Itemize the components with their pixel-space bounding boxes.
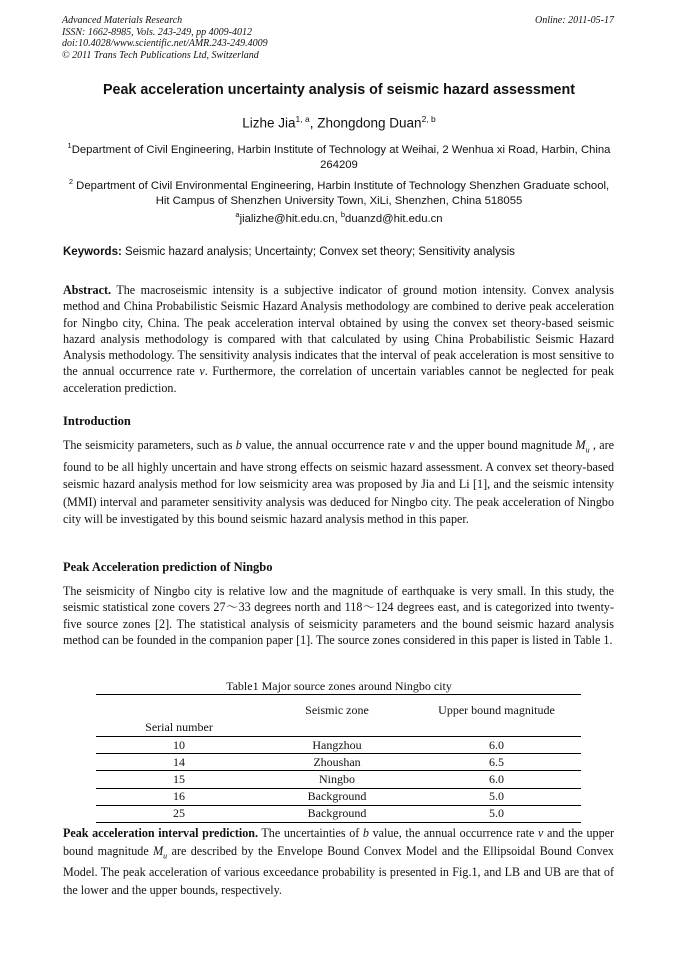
table-header-cell: Seismic zone: [262, 695, 412, 737]
copyright-line: © 2011 Trans Tech Publications Ltd, Switzerland: [62, 49, 259, 61]
table-row: [96, 754, 581, 771]
table-cell: Ningbo: [262, 771, 412, 788]
paper-title: Peak acceleration uncertainty analysis of seismic hazard assessment: [102, 82, 576, 98]
keywords: [63, 246, 623, 258]
journal-header: [62, 15, 268, 61]
section-heading: Peak Acceleration prediction of Ningbo: [63, 560, 273, 574]
table-cell: 5.0: [412, 788, 581, 805]
source-zones-table: [96, 694, 581, 823]
table-cell: 25: [96, 805, 262, 822]
symbol-v: v: [199, 364, 205, 379]
abstract-text: The macroseismic intensity is a subjective indicator of ground motion intensity. Convex analysis method and China Probabilistic Seismic Hazard Analysis methodology are combined to derive peak acceleration for Ningbo city, China. The peak acceleration interval obtained by using the convex set theory-based seismic hazard analysis methodology is compared with that calculated by using China Probabilistic Seismic Hazard Analysis methodology. The sensitivity analysis indicates that the interval of peak acceleration is most sensitive to the annual occurrence rate: [63, 283, 614, 379]
prediction-paragraph: [63, 825, 614, 899]
table-row: [96, 805, 581, 822]
symbol-b: b: [362, 826, 369, 840]
table-cell: 10: [96, 737, 262, 754]
table-cell: 6.0: [412, 737, 581, 754]
email-link[interactable]: jializhe@hit.edu.cn: [239, 212, 335, 225]
intro-text: The seismicity parameters, such as: [63, 438, 236, 452]
prediction-text: are described by the Envelope Bound Convex Model and the Ellipsoidal Bound Convex Model. The peak acceleration of various exceedance probability is presented in Fig.1, and LB and UB are that of the lower and the upper bounds, respectively.: [63, 843, 614, 897]
abstract-text: . Furthermore, the correlation of uncertain variables cannot be neglected for peak acceleration prediction.: [63, 364, 615, 395]
table-header-cell: Serial number: [96, 695, 262, 737]
online-date: Online: 2011-05-17: [535, 15, 614, 26]
affiliation-text: Department of Civil Engineering, Harbin Institute of Technology at Weihai, 2 Wenhua xi Road, Harbin, China 264209: [71, 143, 611, 171]
introduction-heading: Introduction: [63, 414, 131, 428]
table-cell: 15: [96, 771, 262, 788]
author-superscript: 2, b: [421, 114, 436, 124]
email-link[interactable]: duanzd@hit.edu.cn: [345, 212, 443, 225]
affiliation-superscript: 1: [67, 141, 72, 150]
table-caption: Table1 Major source zones around Ningbo city: [226, 679, 452, 693]
intro-text: and the upper bound magnitude: [414, 438, 576, 452]
prediction-text: The uncertainties of: [258, 826, 363, 840]
introduction-paragraph: [63, 437, 614, 529]
symbol-m-subscript: u: [163, 850, 168, 860]
prediction-label: Peak acceleration interval prediction.: [63, 826, 259, 840]
intro-text: value, the annual occurrence rate: [241, 438, 410, 452]
author-emails: [0, 210, 678, 225]
table-cell: Hangzhou: [262, 737, 412, 754]
section-paragraph: The seismicity of Ningbo city is relative low and the magnitude of earthquake is very small. In this study, the seismic statistical zone covers 27～33 degrees north and 118～124 degrees east, and is categorized into twenty-five source zones [2]. The statistical analysis of seismicity parameters and the bound seismic hazard analysis method can be founded in the companion paper [1]. The source zones considered in this paper is listed in Table 1.: [63, 584, 614, 647]
table-cell: Background: [262, 805, 412, 822]
email-superscript: b: [340, 210, 346, 219]
table-cell: 6.5: [412, 754, 581, 771]
symbol-m-subscript: u: [585, 445, 590, 455]
keywords-text: Seismic hazard analysis; Uncertainty; Convex set theory; Sensitivity analysis: [121, 246, 515, 258]
affiliation-superscript: 2: [68, 177, 74, 186]
symbol-b: b: [235, 438, 242, 452]
table-row: [96, 771, 581, 788]
affiliation-text: Department of Civil Environmental Engineering, Harbin Institute of Technology Shenzhen Graduate school, Hit Campus of Shenzhen University Town, XiLi, Shenzhen, China 518055: [73, 179, 610, 207]
table-row: [96, 737, 581, 754]
author-name: Lizhe Jia: [242, 115, 296, 131]
author-separator: ,: [309, 115, 318, 131]
affiliation-1: [66, 138, 612, 173]
author-name: Zhongdong Duan: [317, 115, 422, 131]
issn-line: ISSN: 1662-8985, Vols. 243-249, pp 4009-4012: [62, 26, 252, 38]
intro-text: , are found to be all highly uncertain and have strong effects on seismic hazard assessment. A convex set theory-based seismic hazard analysis method for low seismicity area was proposed by Jia and Li [1], and the seismic intensity (MMI) interval and parameter sensitivity analysis was deduced for Ningbo city. The peak acceleration of Ningbo city will be investigated by this bound seismic hazard analysis method in this paper.: [63, 438, 614, 527]
abstract-paragraph: [63, 282, 614, 396]
prediction-text: value, the annual occurrence rate: [368, 826, 539, 840]
email-separator: ,: [334, 212, 341, 225]
symbol-v: v: [409, 438, 415, 452]
table-cell: 6.0: [412, 771, 581, 788]
abstract-label: Abstract.: [63, 283, 112, 297]
table-cell: Zhoushan: [262, 754, 412, 771]
table-cell: Background: [262, 788, 412, 805]
symbol-m: M: [153, 843, 164, 858]
doi-line: doi:10.4028/www.scientific.net/AMR.243-249.4009: [62, 38, 268, 49]
author-superscript: 1, a: [295, 114, 310, 124]
journal-name: Advanced Materials Research: [62, 15, 183, 26]
table-cell: 16: [96, 788, 262, 805]
table-row: [96, 788, 581, 805]
email-superscript: a: [235, 210, 240, 219]
table-cell: 5.0: [412, 805, 581, 822]
author-list: [0, 114, 678, 131]
affiliation-2: [66, 174, 612, 209]
table-cell: 14: [96, 754, 262, 771]
keywords-label: Keywords:: [63, 246, 122, 258]
prediction-text: and the upper bound magnitude: [63, 826, 615, 858]
table-header-row: [96, 695, 581, 737]
symbol-v: v: [538, 826, 544, 840]
symbol-m: M: [575, 438, 586, 452]
table-header-cell: Upper bound magnitude: [412, 695, 581, 737]
